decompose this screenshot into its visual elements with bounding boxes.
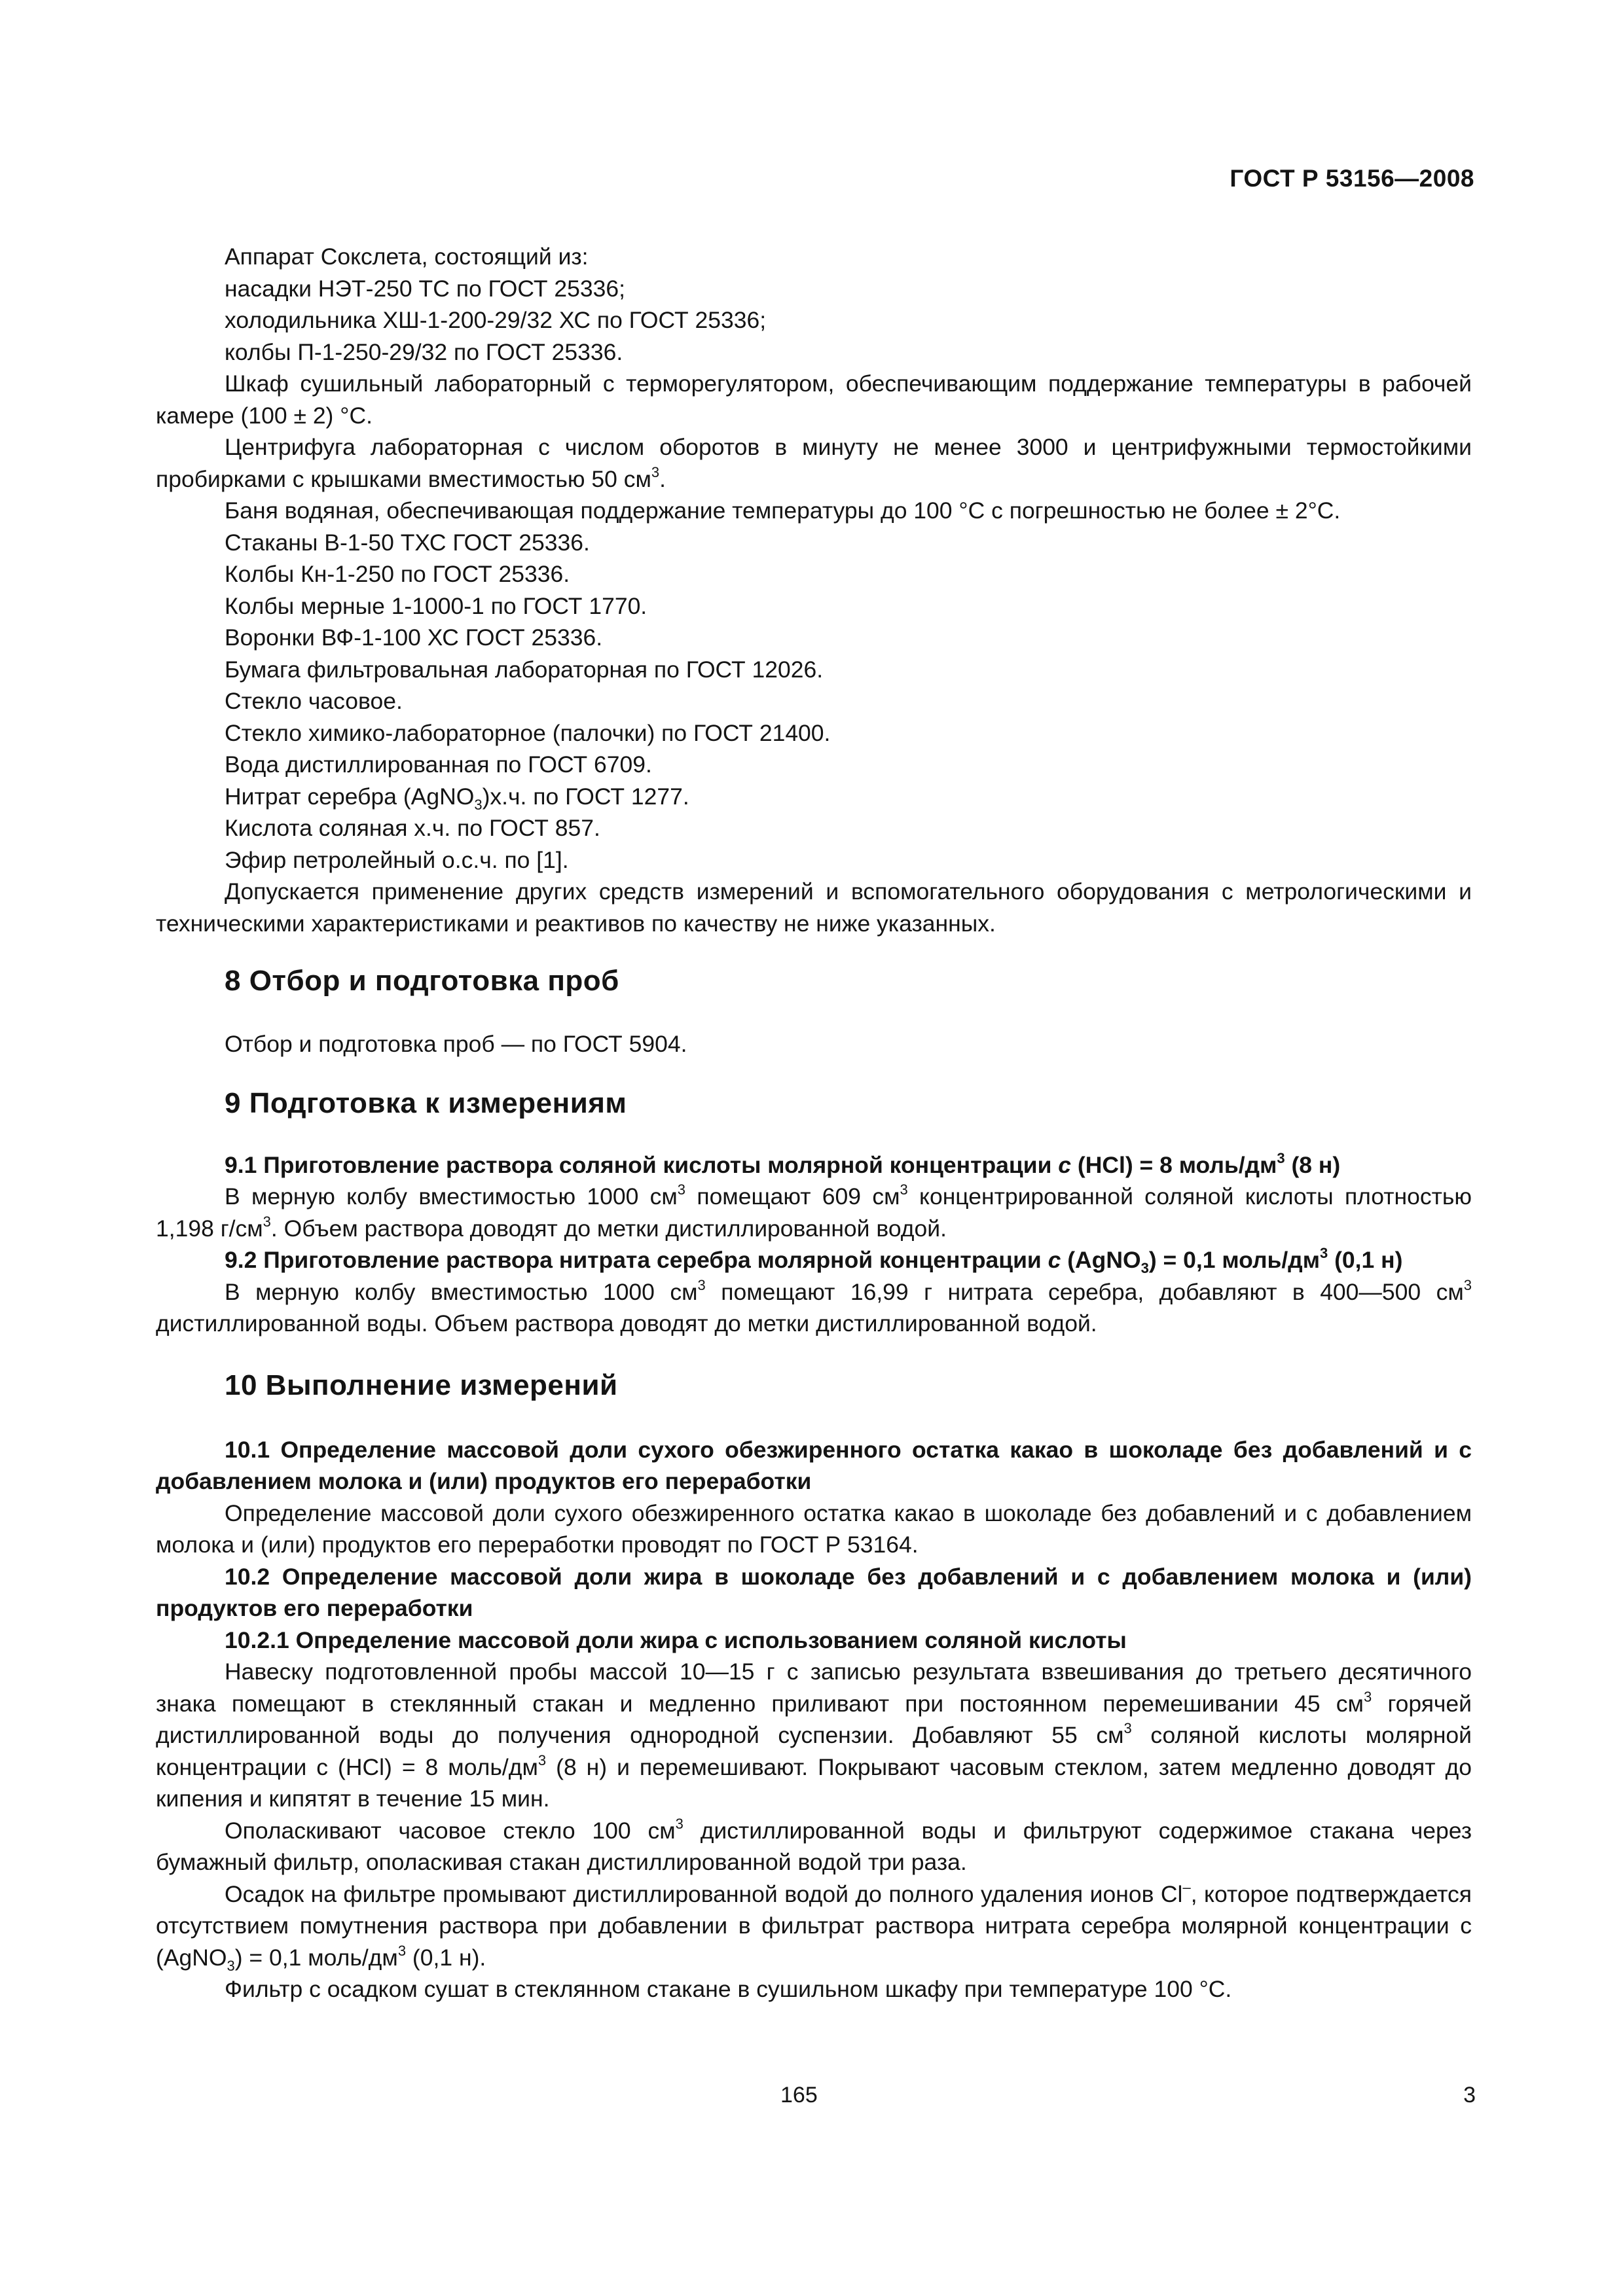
subsection-10-2-1-title: 10.2.1 Определение массовой доли жира с использованием соляной кислоты <box>225 1626 1127 1653</box>
equipment-line: Кислота соляная х.ч. по ГОСТ 857. <box>225 815 600 841</box>
document-body <box>156 241 1472 2005</box>
subsection-9-2-text: В мерную колбу вместимостью 1000 $см^3$ помещают 16,99 г нитрата серебра, добавляют в 400—500 $см^3$ дистиллированной воды. Объем раствора доводят до метки дистиллированной водой. <box>156 1276 1472 1336</box>
equipment-line: Баня водяная, обеспечивающая поддержание температуры до 100 °С с погрешностью не более ± 2°С. <box>225 497 1341 524</box>
procedure-paragraph: Осадок на фильтре промывают дистиллированной водой до полного удаления ионов Сl–, которое подтверждается отсутствием помутнения раствора при добавлении в фильтрат раствора нитрата серебра молярной концентрации с (AgNO$_3$) = 0,1 моль/$дм^3$ (0,1 н). <box>156 1878 1472 1974</box>
equipment-line: колбы П-1-250-29/32 по ГОСТ 25336. <box>225 338 623 365</box>
subsection-10-1-text: Определение массовой доли сухого обезжиренного остатка какао в шоколаде без добавлений и с добавлением молока и (или) продуктов его переработки проводят по ГОСТ Р 53164. <box>156 1499 1472 1558</box>
equipment-line: холодильника ХШ-1-200-29/32 ХС по ГОСТ 25336; <box>225 307 767 333</box>
equipment-line: Вода дистиллированная по ГОСТ 6709. <box>225 751 652 778</box>
equipment-line: Бумага фильтровальная лабораторная по ГОСТ 12026. <box>225 656 824 683</box>
equipment-line: Колбы Кн-1-250 по ГОСТ 25336. <box>225 561 570 587</box>
section-8-text: Отбор и подготовка проб — по ГОСТ 5904. <box>225 1031 687 1057</box>
section-10-heading: 10 Выполнение измерений <box>225 1369 618 1401</box>
procedure-paragraph: Ополаскивают часовое стекло 100 $см^3$ дистиллированной воды и фильтруют содержимое стакана через бумажный фильтр, ополаскивая стакан дистиллированной водой три раза. <box>156 1815 1472 1875</box>
equipment-line: Нитрат серебра (AgNO$_3$)х.ч. по ГОСТ 1277. <box>225 783 689 813</box>
subsection-10-1-title: 10.1 Определение массовой доли сухого обезжиренного остатка какао в шоколаде без добавлений и с добавлением молока и (или) продуктов его переработки <box>156 1436 1472 1494</box>
document-header: ГОСТ Р 53156—2008 <box>1230 165 1474 192</box>
equipment-line: Эфир петролейный о.с.ч. по [1]. <box>225 846 569 873</box>
equipment-line: Аппарат Сокслета, состоящий из: <box>225 243 589 270</box>
subsection-9-2-title: 9.2 Приготовление раствора нитрата серебра молярной концентрации с (AgNO$_3$) = 0,1 моль/$дм^3$ (0,1 н) <box>225 1245 1403 1276</box>
equipment-line: Центрифуга лабораторная с числом оборотов в минуту не менее 3000 и центрифужными термостойкими пробирками с крышками вместимостью 50 $см^3$. <box>156 434 1472 492</box>
equipment-line: Воронки ВФ-1-100 ХС ГОСТ 25336. <box>225 624 603 651</box>
subsection-9-1-text: В мерную колбу вместимостью 1000 $см^3$ помещают 609 $см^3$ концентрированной соляной кислоты плотностью 1,198 $г/см^3$. Объем раствора доводят до метки дистиллированной водой. <box>156 1181 1472 1242</box>
subsection-10-2-title: 10.2 Определение массовой доли жира в шоколаде без добавлений и с добавлением молока и (или) продуктов его переработки <box>156 1563 1472 1621</box>
equipment-line: Стекло часовое. <box>225 688 403 714</box>
page-number: 3 <box>1463 2083 1476 2108</box>
equipment-line: Шкаф сушильный лабораторный с терморегулятором, обеспечивающим поддержание температуры в рабочей камере (100 ± 2) °С. <box>156 370 1472 429</box>
procedure-paragraph: Навеску подготовленной пробы массой 10—15 г с записью результата взвешивания до третьего десятичного знака помещают в стеклянный стакан и медленно приливают при постоянном перемешивании 45 $см^3$ горячей дистиллированной воды до получения однородной суспензии. Добавляют 55 $см^3$ соляной кислоты молярной концентрации с (НСl) = 8 моль/$дм^3$ (8 н) и перемешивают. Покрывают часовым стеклом, затем медленно доводят до кипения и кипятят в течение 15 мин. <box>156 1659 1472 1812</box>
subsection-9-1-title: 9.1 Приготовление раствора соляной кислоты молярной концентрации с (НСl) = 8 моль/$дм^3$ (8 н) <box>225 1149 1341 1178</box>
equipment-line: Стекло химико-лабораторное (палочки) по ГОСТ 21400. <box>225 719 831 746</box>
equipment-line: насадки НЭТ-250 ТС по ГОСТ 25336; <box>225 275 625 302</box>
equipment-note: Допускается применение других средств измерений и вспомогательного оборудования с метрологическими и техническими характеристиками и реактивов по качеству не ниже указанных. <box>156 878 1472 937</box>
section-8-heading: 8 Отбор и подготовка проб <box>225 965 619 997</box>
equipment-line: Колбы мерные 1-1000-1 по ГОСТ 1770. <box>225 592 647 619</box>
section-9-heading: 9 Подготовка к измерениям <box>225 1086 627 1119</box>
procedure-paragraph: Фильтр с осадком сушат в стеклянном стакане в сушильном шкафу при температуре 100 °С. <box>225 1976 1232 2002</box>
footer-number: 165 <box>780 2083 818 2108</box>
equipment-line: Стаканы В-1-50 ТХС ГОСТ 25336. <box>225 529 590 556</box>
